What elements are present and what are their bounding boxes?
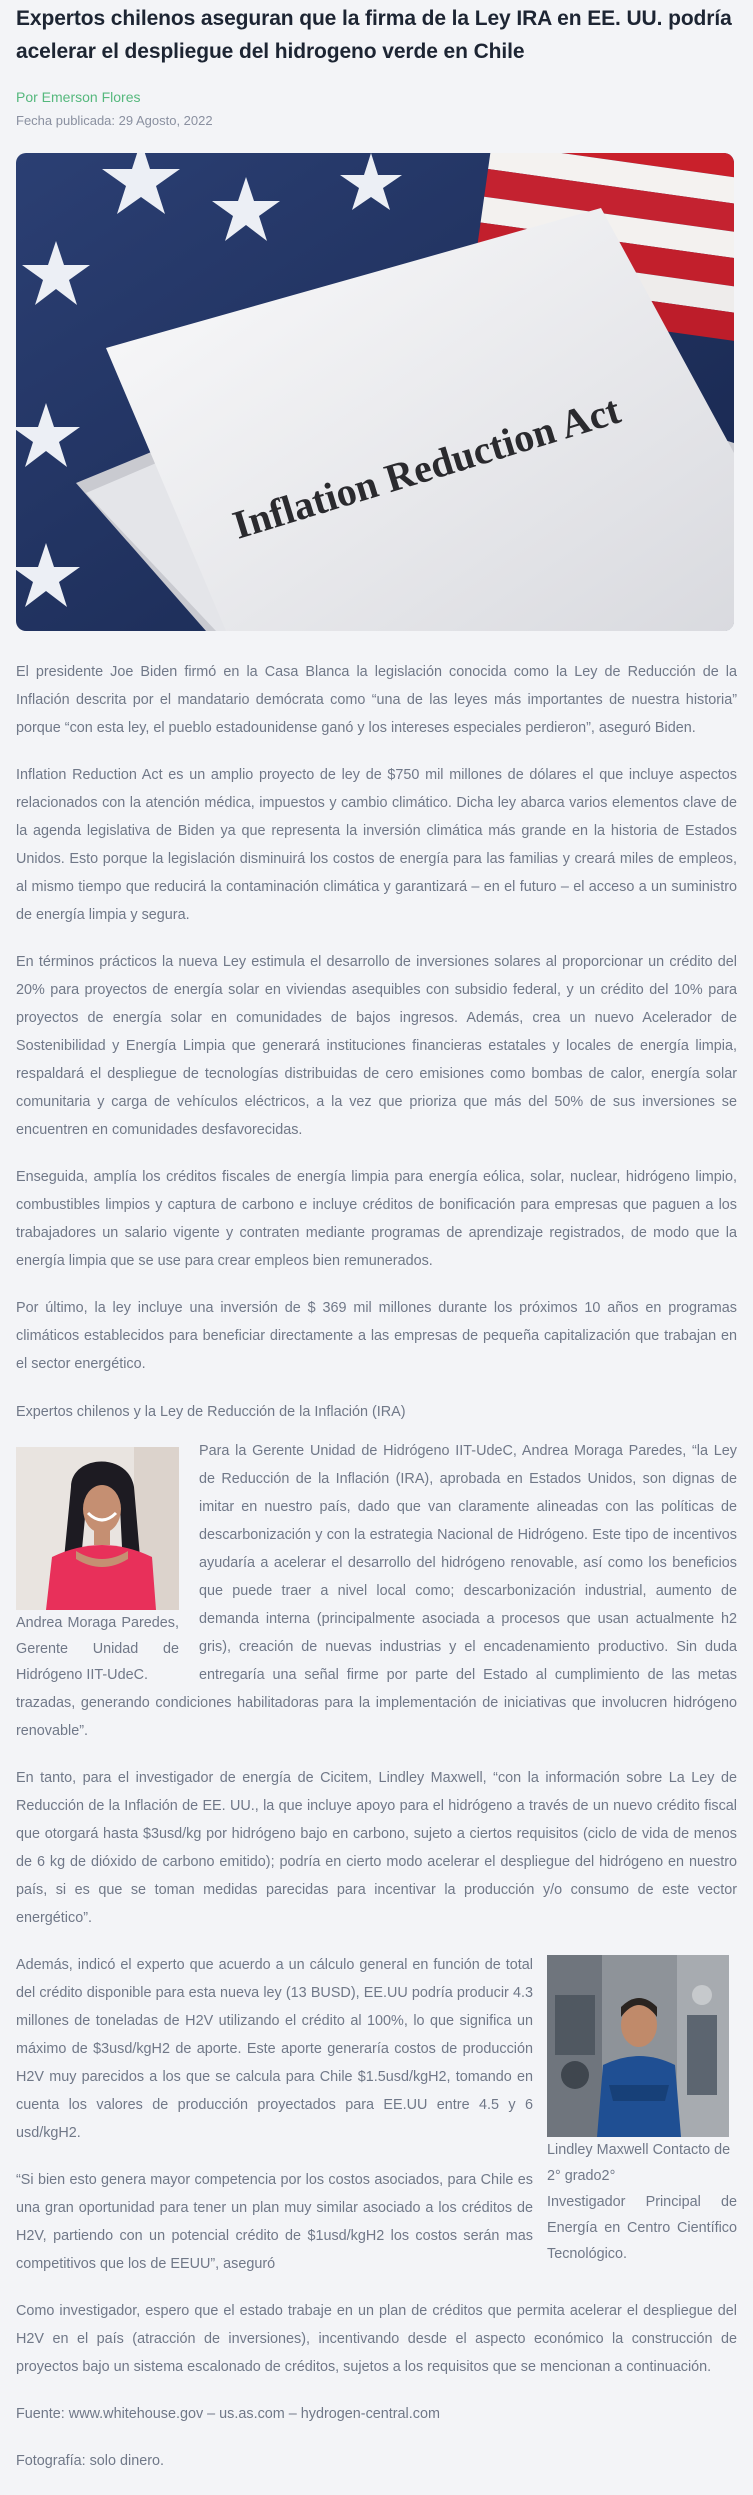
section-subtitle: Expertos chilenos y la Ley de Reducción de la Inflación (IRA)	[16, 1404, 406, 1420]
paragraph: Además, indicó el experto que acuerdo a un cálculo general en función de total del crédito disponible para esta nueva ley (13 BUSD), EE.UU podría producir 4.3 millones de toneladas de H2V utilizando el crédito al 100%, lo que significa un máximo de $3usd/kgH2 de aporte. Este aporte generaría costos de producción H2V muy parecidos a los que se calcula para Chile $1.5usd/kgH2, tomando en cuenta los valores de producción proyectados para EE.UU entre 4.5 y 6 usd/kgH2.	[16, 1957, 533, 2141]
portrait-andrea-moraga	[16, 1447, 179, 1610]
figure-caption: Andrea Moraga Paredes, Gerente Unidad de Hidrógeno IIT-UdeC.	[16, 1615, 179, 1683]
paragraph: Para la Gerente Unidad de Hidrógeno IIT-UdeC, Andrea Moraga Paredes, “la Ley de Reducción de la Inflación (IRA), aprobada en Estados Unidos, son dignas de imitar en nuestro país, dado que van claramente alineadas con las políticas de descarbonización y con la estrategia Nacional de Hidrógeno. Este tipo de incentivos ayudaría a acelerar el desarrollo del hidrógeno renovable, así como los beneficios que puede traer a nivel local como; descarbonización industrial, aumento de demanda interna (principalmente asociada a procesos que usan actualmente h2 gris), creación de nuevas industrias y el encadenamiento productivo. Sin duda entregaría una señal firme por parte del Estado al cumplimiento de las metas trazadas, generando condiciones habilitadoras para la implementación de iniciativas que involucren hidrógeno renovable”.	[16, 1443, 737, 1739]
hero-image-caption: Inflation Reduction Act	[227, 386, 626, 548]
paragraph: Enseguida, amplía los créditos fiscales de energía limpia para energía eólica, solar, nuclear, hidrógeno limpio, combustibles limpios y captura de carbono e incluye créditos de bonificación para empresas que paguen a los trabajadores un salario vigente y contraten mediante programas de aprendizaje registrados, de modo que la energía limpia que se use para crear empleos bien remunerados.	[16, 1169, 737, 1269]
hero-image	[16, 153, 734, 631]
figure-caption-degree: 2° grado2°	[547, 2168, 616, 2184]
paragraph: “Si bien esto genera mayor competencia por los costos asociados, para Chile es una gran oportunidad para tener un plan muy similar asociado a los créditos de H2V, partiendo con un potencial crédito de $1usd/kgH2 los costos serán mas competitivos que los de EEUU”, aseguró	[16, 2172, 533, 2272]
publish-date: Fecha publicada: 29 Agosto, 2022	[16, 113, 213, 128]
figure-moraga	[16, 1447, 179, 1688]
portrait-lindley-maxwell	[547, 1955, 729, 2137]
figure-caption-name: Lindley Maxwell Contacto de	[547, 2142, 731, 2158]
paragraph: Como investigador, espero que el estado trabaje en un plan de créditos que permita acelerar el despliegue del H2V en el país (atracción de inversiones), incentivando desde el aspecto económico la construcción de proyectos bajo un sistema escalonado de créditos, sujetos a los requisitos que se mencionan a continuación.	[16, 2303, 737, 2375]
figure-caption-role: Investigador Principal de Energía en Centro Científico Tecnológico.	[547, 2194, 737, 2262]
author-link[interactable]: Por Emerson Flores	[16, 89, 141, 105]
moraga-section	[16, 1437, 737, 1745]
maxwell-section	[16, 1951, 737, 2278]
paragraph: En tanto, para el investigador de energía de Cicitem, Lindley Maxwell, “con la información sobre La Ley de Reducción de la Inflación de EE. UU., la que incluye apoyo para el hidrógeno a través de un nuevo crédito fiscal que otorgará hasta $3usd/kg por hidrógeno bajo en carbono, sujeto a ciertos requisitos (ciclo de vida de menos de 6 kg de dióxido de carbono emitido); podría en cierto modo acelerar el despliegue del hidrógeno en nuestro país, si es que se toman medidas parecidas para incentivar la producción y/o consumo de este vector energético”.	[16, 1770, 737, 1926]
paragraph: En términos prácticos la nueva Ley estimula el desarrollo de inversiones solares al proporcionar un crédito del 20% para proyectos de energía solar en viviendas asequibles con subsidio federal, y un crédito del 10% para proyectos de energía solar en comunidades de bajos ingresos. Además, crea un nuevo Acelerador de Sostenibilidad y Energía Limpia que generará instituciones financieras estatales y locales de energía limpia, respaldará el despliegue de tecnologías distribuidas de cero emisiones como bombas de calor, energía solar comunitaria y carga de vehículos eléctricos, a la vez que prioriza que más del 50% de sus inversiones se encuentren en comunidades desfavorecidas.	[16, 954, 737, 1138]
paragraph: Inflation Reduction Act es un amplio proyecto de ley de $750 mil millones de dólares el que incluye aspectos relacionados con la atención médica, impuestos y cambio climático. Dicha ley abarca varios elementos clave de la agenda legislativa de Biden ya que representa la inversión climática más grande en la historia de Estados Unidos. Esto porque la legislación disminuirá los costos de energía para las familias y creará miles de empleos, al mismo tiempo que reducirá la contaminación climática y garantizará – en el futuro – el acceso a un suministro de energía limpia y segura.	[16, 767, 737, 923]
figure-maxwell	[547, 1955, 737, 2267]
article-title: Expertos chilenos aseguran que la firma de la Ley IRA en EE. UU. podría acelerar el despliegue del hidrogeno verde en Chile	[16, 7, 732, 63]
photo-credit: Fotografía: solo dinero.	[16, 2453, 164, 2469]
paragraph: El presidente Joe Biden firmó en la Casa Blanca la legislación conocida como la Ley de Reducción de la Inflación descrita por el mandatario demócrata como “una de las leyes más importantes de nuestra historia” porque “con esta ley, el pueblo estadounidense ganó y los intereses especiales perdieron”, aseguró Biden.	[16, 664, 737, 736]
source-line[interactable]: Fuente: www.whitehouse.gov – us.as.com – hydrogen-central.com	[16, 2406, 440, 2422]
paragraph: Por último, la ley incluye una inversión de $ 369 mil millones durante los próximos 10 años en programas climáticos establecidos para beneficiar directamente a las empresas de pequeña capitalización que trabajan en el sector energético.	[16, 1300, 737, 1372]
